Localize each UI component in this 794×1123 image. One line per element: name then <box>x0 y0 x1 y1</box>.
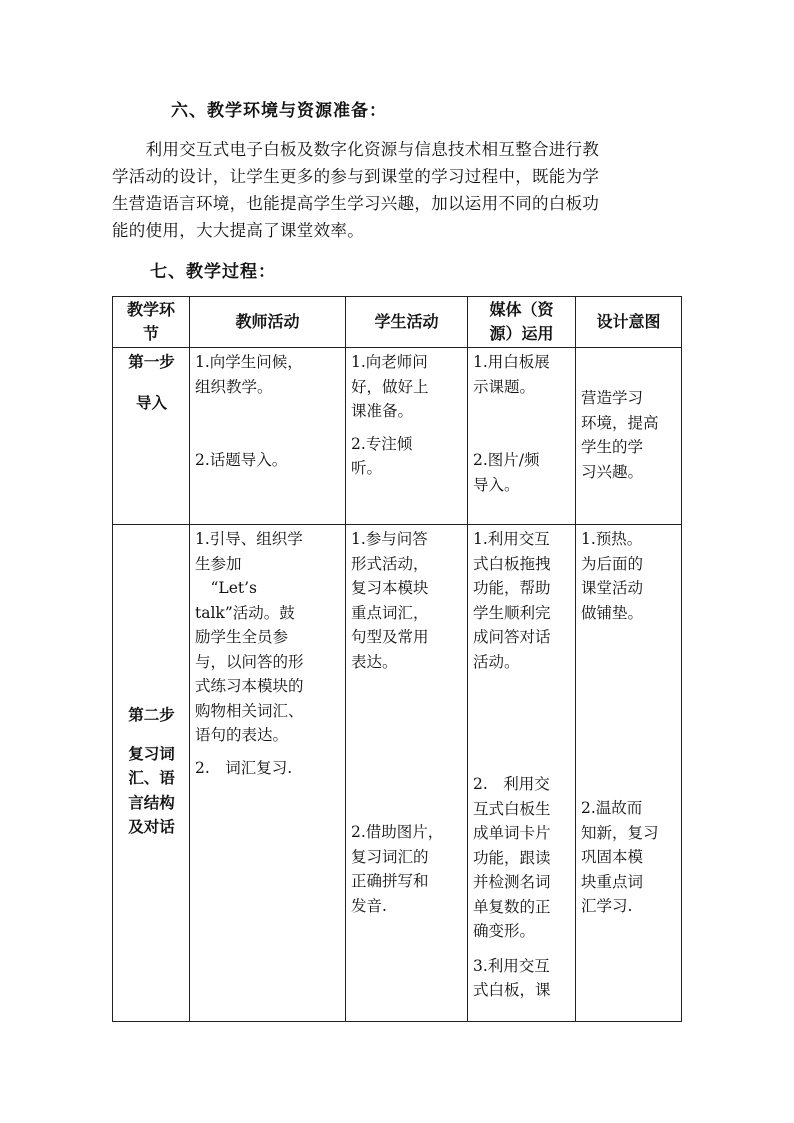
cell-text-line: 2.图片/频 <box>473 451 540 469</box>
cell-text-line: 1.参与问答 <box>351 530 428 548</box>
cell-text-line: 单复数的正 <box>473 897 551 916</box>
cell-text-line: 互式白板生 <box>473 799 551 818</box>
cell-text-line: 课堂活动 <box>581 579 644 597</box>
cell-text-line: 汇学习. <box>581 897 633 915</box>
cell-text-line: talk”活动。鼓 <box>195 603 295 622</box>
cell-text-line: 并检测名词 <box>473 873 551 891</box>
cell-text-line: 2.话题导入。 <box>195 451 288 469</box>
cell-text-line: 1.引导、组织学 <box>195 530 303 548</box>
cell-text-line: 复习词 <box>128 743 175 763</box>
cell-text-line: 知新，复习 <box>581 823 659 842</box>
cell-text-line: 课准备。 <box>351 402 414 420</box>
cell-text-line: 生参加 <box>195 554 242 573</box>
cell-text-line: 做铺垫。 <box>581 603 644 622</box>
cell-text-line: 第一步 <box>128 352 175 371</box>
student-activity-cell <box>346 348 468 525</box>
cell-text-line: 重点词汇， <box>351 603 429 622</box>
cell-text-line: 1.预热。 <box>581 530 643 548</box>
cell-text-line: 励学生全员参 <box>195 628 289 646</box>
cell-text-line: 正确拼写和 <box>351 872 429 890</box>
cell-text-line: 功能，帮助 <box>473 579 551 597</box>
cell-text-line: 与，以问答的形 <box>195 652 304 671</box>
cell-text-line: 1.向学生问候， <box>195 353 303 371</box>
stage-cell <box>113 348 190 525</box>
cell-text-line: 句型及常用 <box>351 628 429 646</box>
cell-text-line: 组织教学。 <box>195 377 273 396</box>
media-use-cell <box>468 525 576 1022</box>
cell-text-line: 示课题。 <box>473 377 536 396</box>
cell-text-line: 导入。 <box>473 475 520 494</box>
paragraph-line: 学活动的设计，让学生更多的参与到课堂的学习过程中，既能为学 <box>112 167 600 186</box>
cell-text-line: 营造学习 <box>581 389 644 407</box>
section-7-title: 七、教学过程： <box>150 262 276 282</box>
cell-text-line: 导入 <box>135 392 167 412</box>
cell-text-line: 节 <box>142 324 159 343</box>
cell-text-line: 2.专注倾 <box>351 434 413 453</box>
cell-text-line: 2. 利用交 <box>473 775 550 793</box>
cell-text-line: 教学环 <box>126 300 175 319</box>
cell-text-line: 复习本模块 <box>351 579 429 597</box>
cell-text-line: 为后面的 <box>581 554 644 573</box>
header-design-intent: 设计意图 <box>576 297 682 348</box>
cell-text-line: 块重点词 <box>581 872 644 891</box>
cell-text-line: 活动。 <box>473 652 520 671</box>
cell-text-line: 听。 <box>351 459 383 477</box>
cell-text-line: 2.借助图片， <box>351 823 444 841</box>
cell-text-line: 式白板拖拽 <box>473 554 551 573</box>
cell-text-line: 学生顺利完 <box>473 603 551 622</box>
cell-text-line: 3.利用交互 <box>473 956 550 975</box>
paragraph-line: 生营造语言环境，也能提高学生学习兴趣，加以运用不同的白板功 <box>112 194 600 213</box>
teacher-activity-cell <box>190 348 346 525</box>
cell-text-line: 好，做好上 <box>351 377 429 396</box>
paragraph-line: 利用交互式电子白板及数字化资源与信息技术相互整合进行教 <box>112 140 600 159</box>
cell-text-line: 源）运用 <box>489 324 554 343</box>
header-media-use <box>468 297 576 348</box>
cell-text-line: 2. 词汇复习. <box>195 758 293 777</box>
cell-text-line: “Let’s <box>195 579 258 597</box>
teacher-activity-cell <box>190 525 346 1022</box>
section-6-title: 六、教学环境与资源准备： <box>171 101 387 121</box>
cell-text-line: 复习词汇的 <box>351 847 429 866</box>
header-teacher-activity: 教师活动 <box>190 297 346 348</box>
cell-text-line: 成问答对话 <box>473 628 551 646</box>
cell-text-line: 媒体（资 <box>489 300 554 319</box>
cell-text-line: 表达。 <box>351 652 398 671</box>
table-row <box>113 525 682 1022</box>
cell-text-line: 1.用白板展 <box>473 353 550 371</box>
teaching-process-table <box>112 296 682 1022</box>
header-student-activity: 学生活动 <box>346 297 468 348</box>
cell-text-line: 功能，跟读 <box>473 848 551 867</box>
table-row <box>113 348 682 525</box>
cell-text-line: 形式活动， <box>351 554 429 573</box>
cell-text-line: 确变形。 <box>473 922 536 940</box>
stage-cell <box>113 525 190 1022</box>
cell-text-line: 学生的学 <box>581 438 644 456</box>
cell-text-line: 第二步 <box>128 705 175 724</box>
cell-text-line: 语句的表达。 <box>195 726 289 744</box>
header-stage <box>113 297 190 348</box>
cell-text-line: 式练习本模块的 <box>195 677 304 695</box>
cell-text-line: 及对话 <box>128 817 175 836</box>
cell-text-line: 1.利用交互 <box>473 530 550 548</box>
cell-text-line: 购物相关词汇、 <box>195 701 304 720</box>
table-header-row <box>113 297 682 348</box>
design-intent-cell <box>576 348 682 525</box>
section-6-paragraph <box>112 136 684 244</box>
cell-text-line: 1.向老师问 <box>351 353 428 371</box>
cell-text-line: 汇、语 <box>128 768 175 787</box>
cell-text-line: 环境，提高 <box>581 413 659 432</box>
cell-text-line: 2.温故而 <box>581 799 643 817</box>
cell-text-line: 习兴趣。 <box>581 462 644 481</box>
cell-text-line: 巩固本模 <box>581 848 644 866</box>
paragraph-line: 能的使用，大大提高了课堂效率。 <box>112 221 364 240</box>
student-activity-cell <box>346 525 468 1022</box>
cell-text-line: 式白板，课 <box>473 981 551 999</box>
media-use-cell <box>468 348 576 525</box>
cell-text-line: 发音. <box>351 896 387 915</box>
cell-text-line: 言结构 <box>128 792 175 812</box>
cell-text-line: 成单词卡片 <box>473 824 551 842</box>
design-intent-cell <box>576 525 682 1022</box>
